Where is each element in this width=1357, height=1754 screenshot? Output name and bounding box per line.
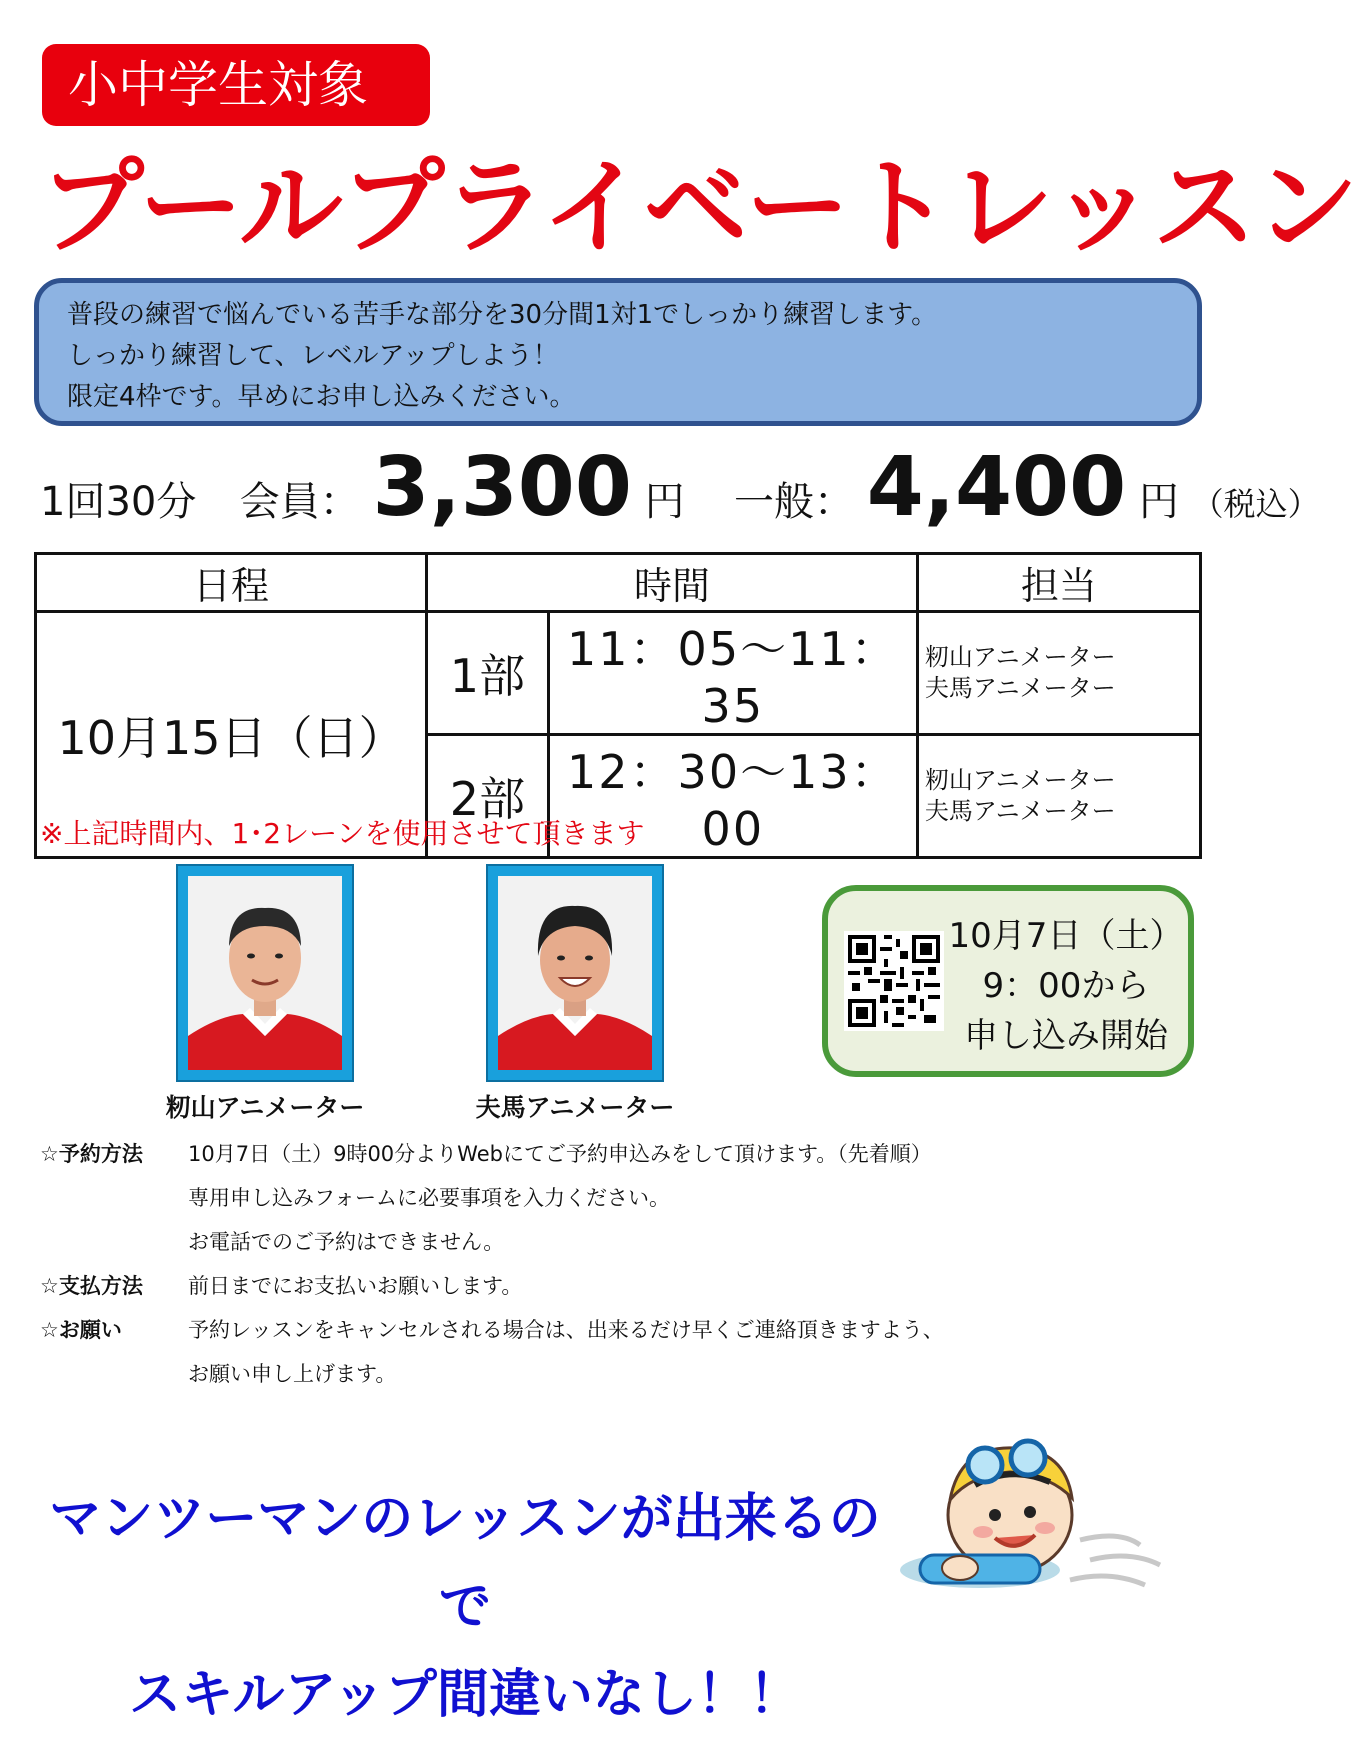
header-date: 日程 [36, 554, 427, 612]
tax-note: （税込） [1191, 485, 1320, 523]
member-price: 3,300 [372, 440, 632, 535]
info-text: 前日までにお支払いお願いします。 [188, 1274, 523, 1298]
general-price: 4,400 [866, 440, 1127, 535]
staff-name: 夫馬アニメーター [924, 797, 1116, 825]
registration-text [946, 911, 1186, 1061]
header-time: 時間 [427, 554, 918, 612]
intro-box [34, 278, 1202, 426]
time-range: 11：05〜11：35 [548, 612, 917, 735]
part-label: 2部 [427, 735, 549, 858]
staff-photo-2 [486, 864, 664, 1082]
staff-name: 夫馬アニメーター [924, 674, 1116, 702]
session-length: 1回30分 [40, 479, 197, 525]
part-label: 1部 [427, 612, 549, 735]
table-header-row [36, 554, 1201, 612]
info-text: 予約レッスンをキャンセルされる場合は、出来るだけ早くご連絡頂きますよう、 [188, 1318, 944, 1342]
qr-code-icon[interactable] [844, 931, 944, 1031]
info-label: ☆予約方法 [40, 1142, 143, 1166]
info-request [40, 1314, 944, 1344]
info-reserve [40, 1138, 932, 1168]
intro-line: 普段の練習で悩んでいる苦手な部分を30分間1対1でしっかり練習します。 [67, 300, 938, 330]
info-label: ☆お願い [40, 1318, 122, 1342]
slogan-line: マンツーマンのレッスンが出来るので [49, 1489, 881, 1637]
staff-name: 籾山アニメーター [924, 643, 1116, 671]
lane-note: ※上記時間内、1･2レーンを使用させて頂きます [40, 817, 645, 850]
price-line [40, 440, 1320, 535]
lesson-date: 10月15日（日） [36, 612, 427, 858]
portrait-image [498, 876, 652, 1070]
staff-caption-2: 夫馬アニメーター [475, 1093, 675, 1122]
registration-date: 10月7日（土） [948, 916, 1184, 956]
general-label: 一般： [734, 479, 855, 525]
slogan [40, 1475, 890, 1739]
swimmer-illustration [880, 1420, 1180, 1610]
table-row [36, 612, 1201, 735]
member-label: 会員： [239, 479, 360, 525]
page-title: プールプライベートレッスン [40, 146, 1357, 268]
intro-line: 限定4枠です。早めにお申し込みください。 [67, 382, 576, 412]
staff-cell [917, 735, 1200, 858]
staff-photo-1 [176, 864, 354, 1082]
info-text: 専用申し込みフォームに必要事項を入力ください。 [188, 1186, 670, 1210]
registration-time: 9：00から [982, 966, 1150, 1006]
intro-line: しっかり練習して、レベルアップしよう！ [67, 341, 559, 371]
info-text: 10月7日（土）9時00分よりWebにてご予約申込みをして頂けます。（先着順） [188, 1142, 932, 1166]
slogan-line: スキルアップ間違いなし！！ [129, 1665, 801, 1725]
portrait-image [188, 876, 342, 1070]
info-text: お願い申し上げます。 [188, 1362, 397, 1386]
staff-cell [917, 612, 1200, 735]
header-staff: 担当 [917, 554, 1200, 612]
info-label: ☆支払方法 [40, 1274, 143, 1298]
general-yen: 円 [1138, 479, 1179, 525]
info-payment [40, 1270, 522, 1300]
target-audience-tag: 小中学生対象 [42, 44, 430, 126]
member-yen: 円 [644, 479, 685, 525]
staff-name: 籾山アニメーター [924, 766, 1116, 794]
staff-caption-1: 籾山アニメーター [165, 1093, 365, 1122]
registration-label: 申し込み開始 [964, 1016, 1168, 1056]
time-range: 12：30〜13：00 [548, 735, 917, 858]
registration-box [822, 885, 1194, 1077]
info-text: お電話でのご予約はできません。 [188, 1230, 505, 1254]
